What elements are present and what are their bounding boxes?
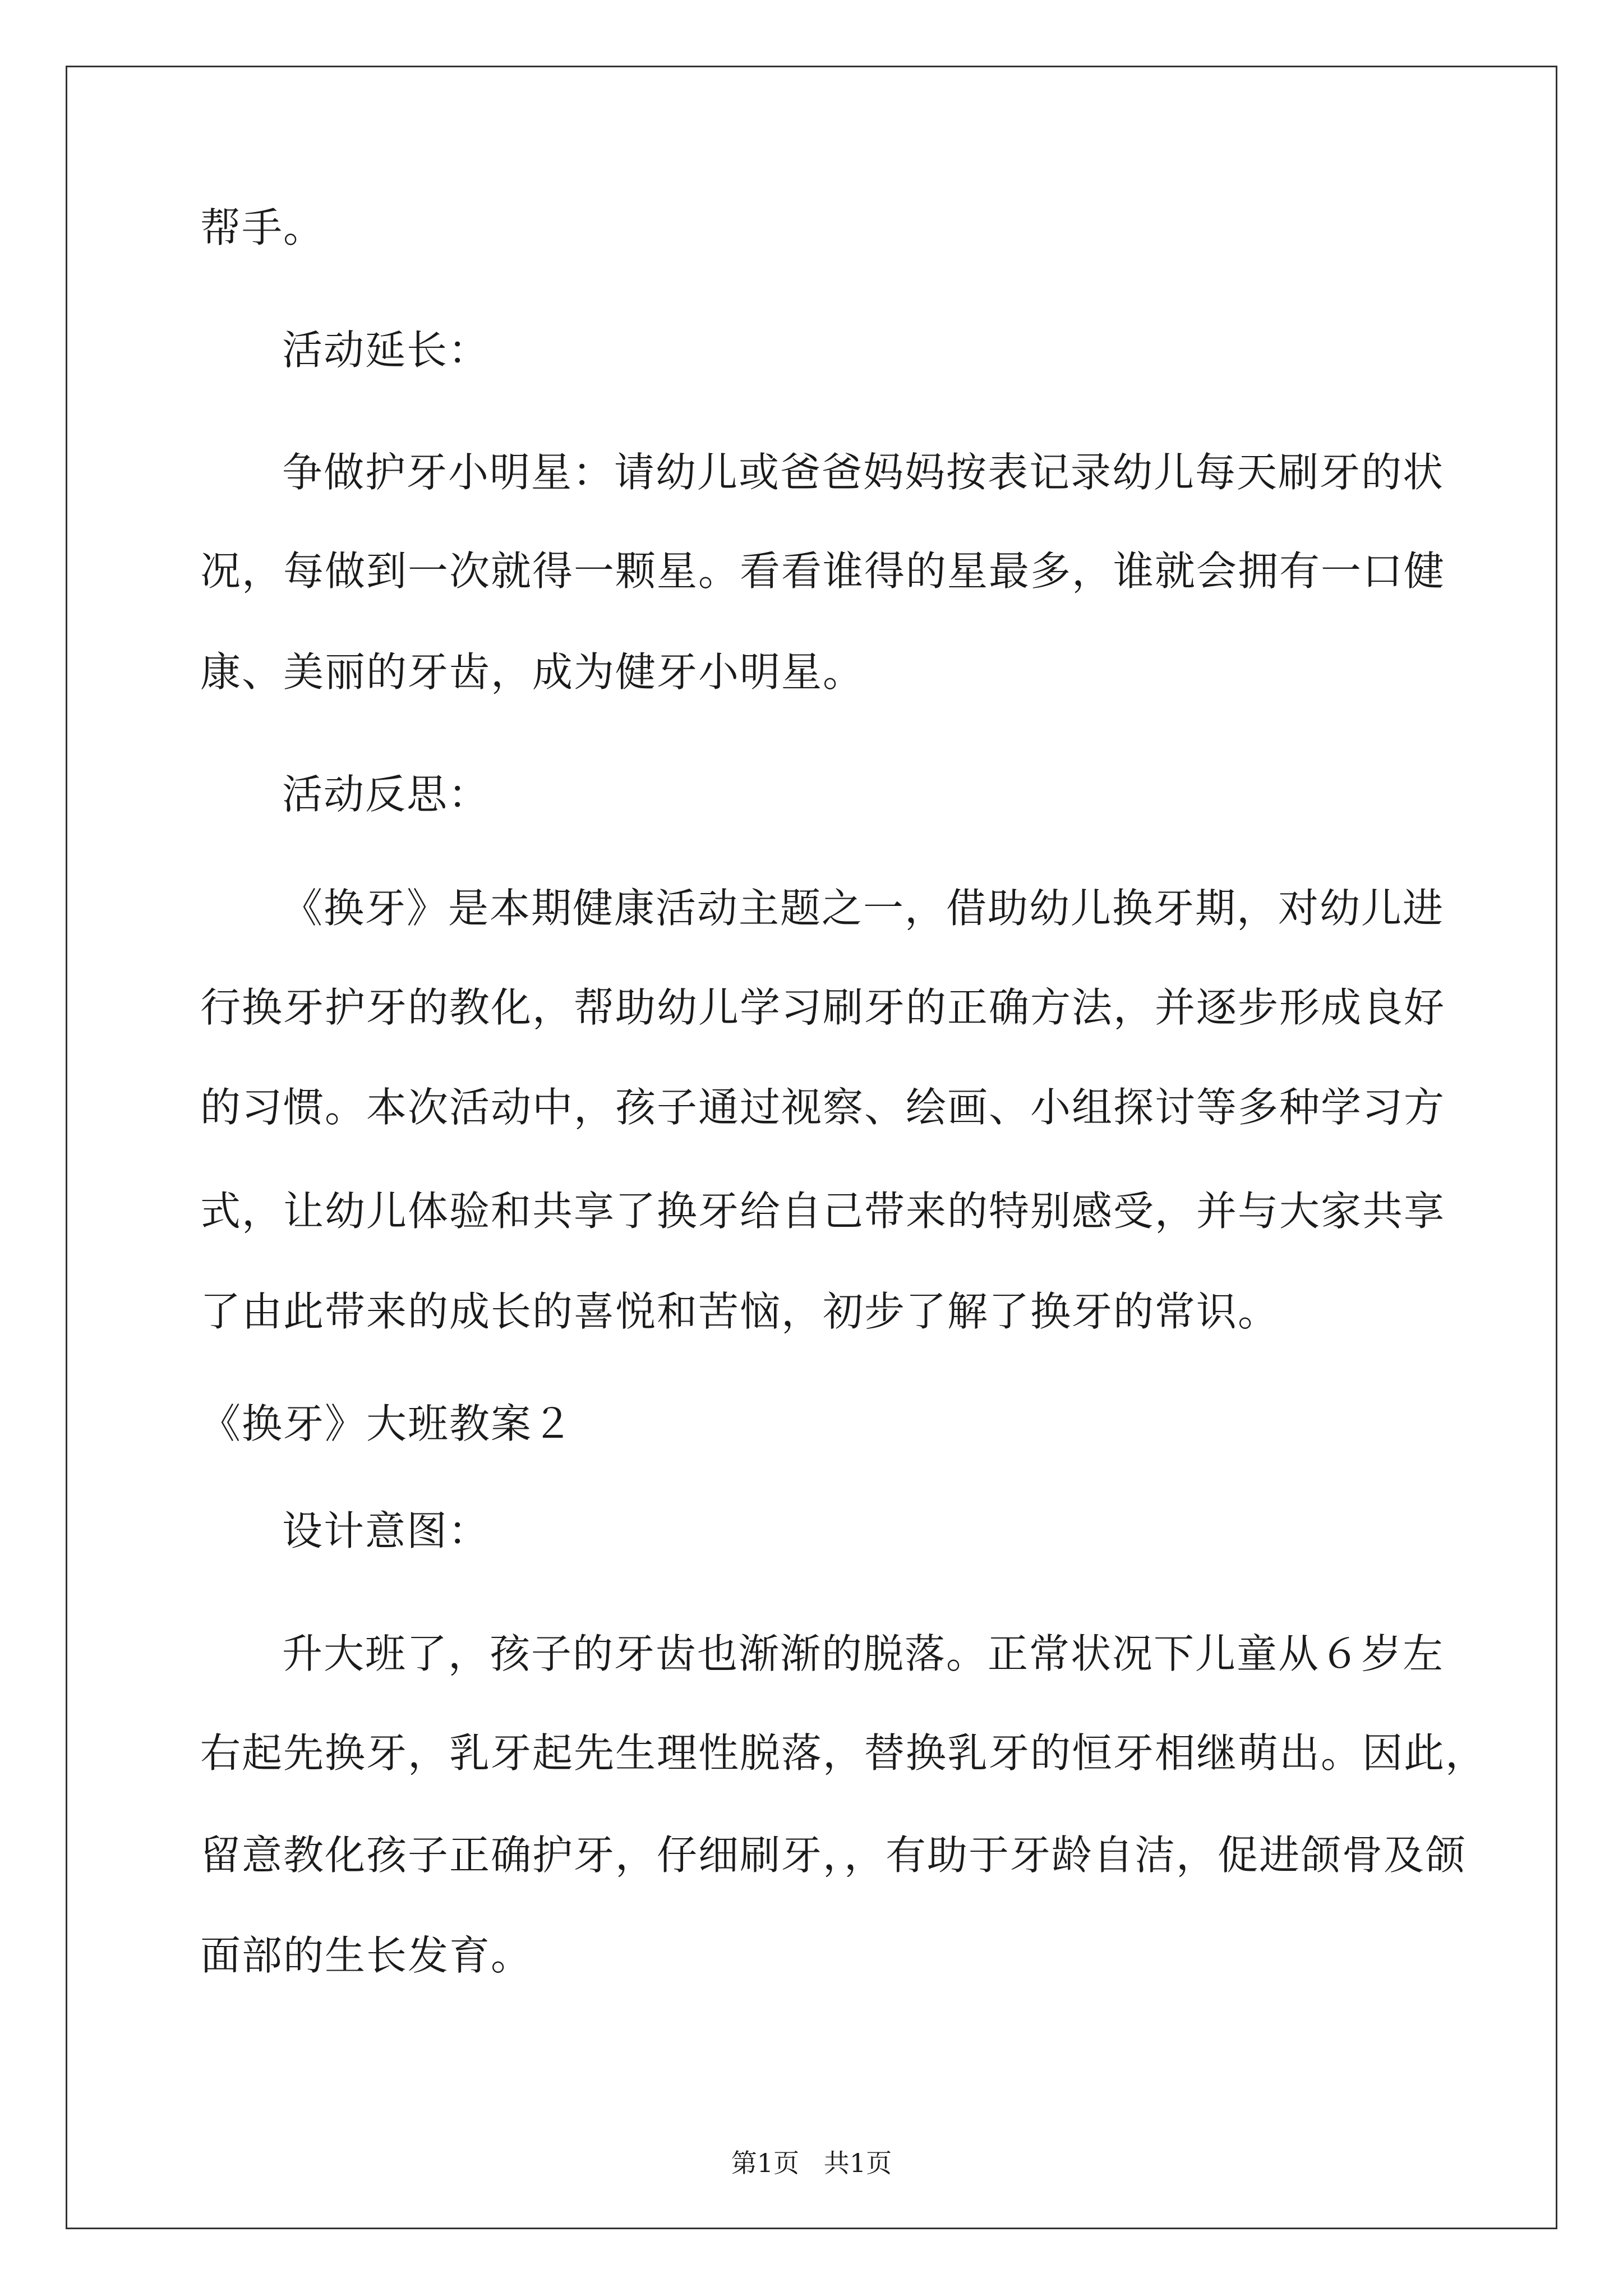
paragraph-line: 康、美丽的牙齿，成为健牙小明星。	[200, 648, 865, 696]
paragraph-line: 的习惯。本次活动中，孩子通过视察、绘画、小组探讨等多种学习方	[200, 1084, 1446, 1131]
paragraph-line: 况，每做到一次就得一颗星。看看谁得的星最多，谁就会拥有一口健	[200, 547, 1446, 595]
section-heading: 设计意图：	[282, 1507, 490, 1554]
paragraph-line: 《换牙》是本期健康活动主题之一，借助幼儿换牙期，对幼儿进	[282, 885, 1445, 932]
section-heading: 活动延长：	[282, 326, 490, 374]
paragraph-line: 式，让幼儿体验和共享了换牙给自己带来的特别感受，并与大家共享	[200, 1188, 1446, 1235]
page-border	[66, 66, 1557, 2229]
text-line: 帮手。	[200, 204, 325, 251]
paragraph-line: 右起先换牙，乳牙起先生理性脱落，替换乳牙的恒牙相继萌出。因此，	[200, 1729, 1487, 1777]
paragraph-line: 争做护牙小明星：请幼儿或爸爸妈妈按表记录幼儿每天刷牙的状	[282, 449, 1445, 496]
paragraph-line: 了由此带来的成长的喜悦和苦恼，初步了解了换牙的常识。	[200, 1288, 1280, 1335]
section-heading: 活动反思：	[282, 771, 490, 818]
page-footer: 第1页 共1页	[731, 2148, 892, 2178]
paragraph-line: 升大班了，孩子的牙齿也渐渐的脱落。正常状况下儿童从６岁左	[282, 1630, 1445, 1677]
paragraph-line: 面部的生长发育。	[200, 1932, 533, 1979]
paragraph-line: 留意教化孩子正确护牙，仔细刷牙，，有助于牙龄自洁，促进颌骨及颌	[200, 1832, 1467, 1879]
document-title: 《换牙》大班教案２	[200, 1400, 574, 1447]
paragraph-line: 行换牙护牙的教化，帮助幼儿学习刷牙的正确方法，并逐步形成良好	[200, 984, 1446, 1031]
